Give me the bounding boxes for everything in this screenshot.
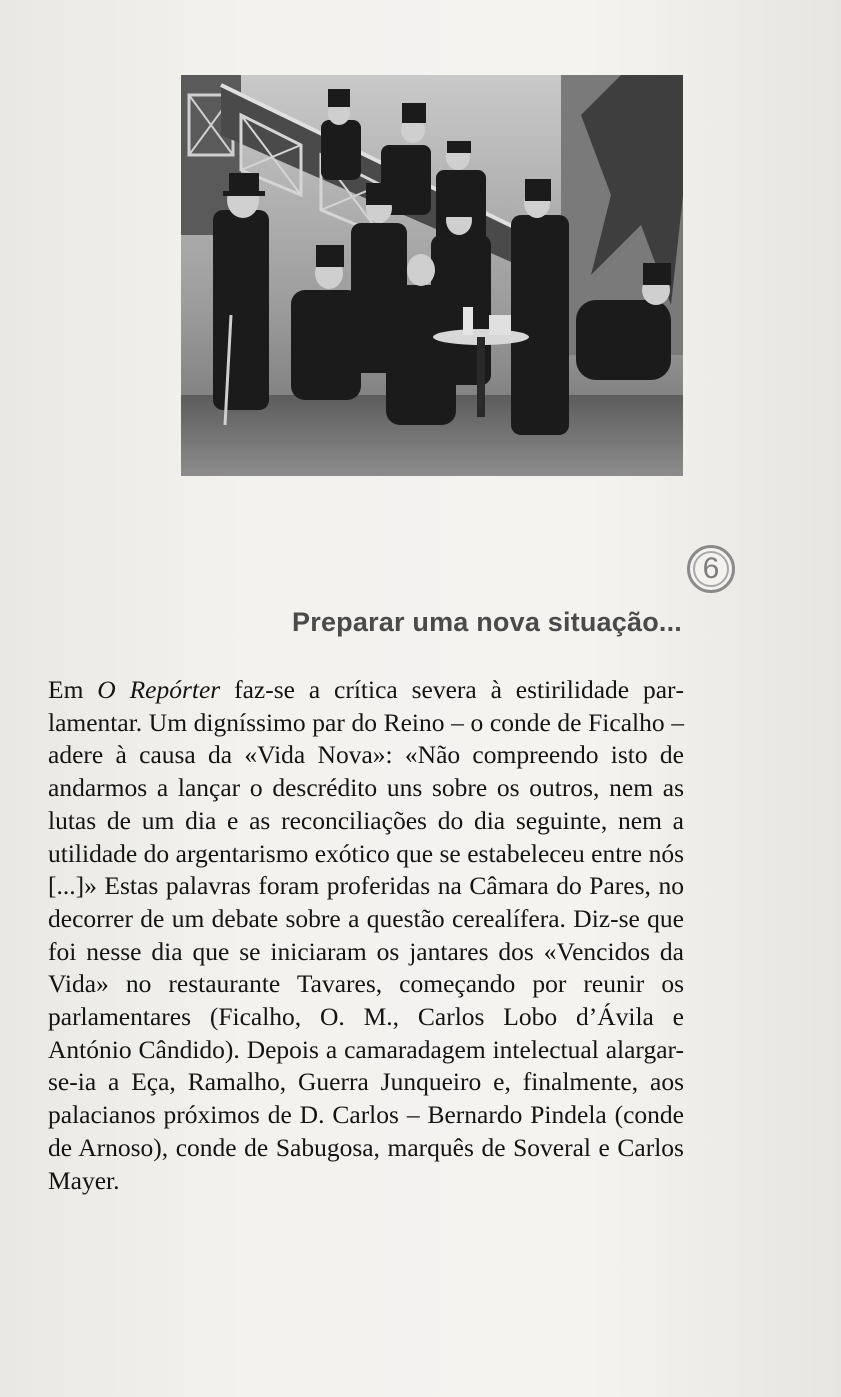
body-paragraph (48, 674, 684, 1197)
section-title: Preparar uma nova situação... (292, 607, 682, 637)
publication-title: O Repórter (97, 675, 221, 704)
paragraph-body: faz-se a crítica severa à estirilidade parlamentar. Um digníssimo par do Reino – o conde de Ficalho – adere à causa da «Vida Nova»: «Não compreendo isto de andarmos a lançar o descrédito uns sobre os outros, nem as lutas de um dia e as reconciliações do dia seguinte, nem a utilidade do argentarismo exótico que se estabeleceu entre nós [...]» Estas palavras foram proferidas na Câmara do Pares, no decorrer de um debate sobre a questão cerealífera. Diz-se que foi nesse dia que se iniciaram os jantares dos «Vencidos da Vida» no restaurante Tavares, começando por reunir os parlamentares (Ficalho, O. M., Carlos Lobo d’Ávila e António Cândido). Depois a camaradagem intelectual alargar-se-ia a Eça, Ramalho, Guerra Junqueiro e, finalmente, aos palacianos próximos de D. Carlos – Bernardo Pindela (conde de Arnoso), conde de Sabugosa, marquês de Soveral e Carlos Mayer. (48, 675, 685, 1195)
historical-group-photograph (181, 75, 683, 476)
paragraph-intro: Em (48, 675, 98, 704)
paragraph-text (48, 674, 684, 1197)
chapter-number: 6 (702, 552, 720, 585)
chapter-number-badge (687, 545, 735, 593)
